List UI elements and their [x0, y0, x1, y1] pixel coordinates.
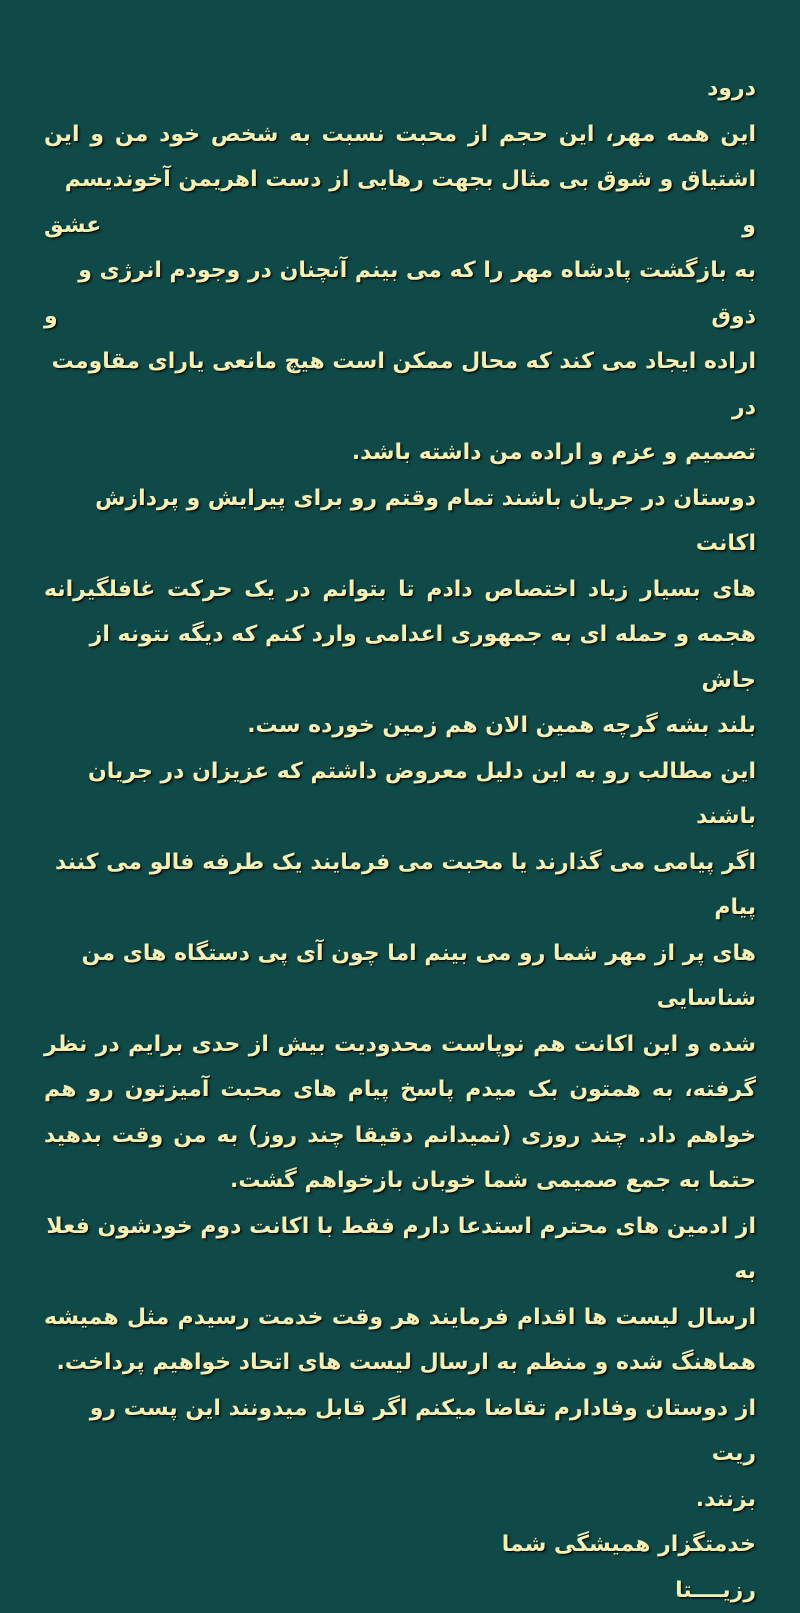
text-line: اگر پیامی می گذارند یا محبت می فرمایند یک طرفه فالو می کنند پیام — [44, 840, 756, 931]
text-line: به بازگشت پادشاه مهر را که می بینم آنچنان در وجودم انرژی و ذوق و — [44, 248, 756, 339]
text-line: حتما به جمع صمیمی شما خوبان بازخواهم گشت. — [44, 1158, 756, 1204]
text-line: های بسیار زیاد اختصاص دادم تا بتوانم در یک حرکت غافلگیرانه — [44, 567, 756, 613]
text-line: ارسال لیست ها اقدام فرمایند هر وقت خدمت رسیدم مثل همیشه — [44, 1295, 756, 1341]
text-line: این مطالب رو به این دلیل معروض داشتم که عزیزان در جریان باشند — [44, 749, 756, 840]
text-line: خواهم داد. چند روزی (نمیدانم دقیقا چند روز) به من وقت بدهید — [44, 1113, 756, 1159]
text-line: این همه مهر، این حجم از محبت نسبت به شخص خود من و این — [44, 112, 756, 158]
message-text — [44, 66, 756, 1613]
signature-title: خدمتگزار همیشگی شما — [44, 1522, 756, 1568]
text-line: دوستان در جریان باشند تمام وقتم رو برای پیرایش و پردازش اکانت — [44, 476, 756, 567]
text-line: از ادمین های محترم استدعا دارم فقط با اکانت دوم خودشون فعلا به — [44, 1204, 756, 1295]
text-line: بزنند. — [44, 1477, 756, 1523]
greeting-line: درود — [44, 66, 756, 112]
text-line: بلند بشه گرچه همین الان هم زمین خورده ست. — [44, 703, 756, 749]
text-line: از دوستان وفادارم تقاضا میکنم اگر قابل میدونند این پست رو ریت — [44, 1386, 756, 1477]
text-line: اراده ایجاد می کند که محال ممکن است هیچ مانعی یارای مقاومت در — [44, 339, 756, 430]
text-line: شده و این اکانت هم نوپاست محدودیت بیش از حدی برایم در نظر — [44, 1022, 756, 1068]
text-line: گرفته، به همتون بک میدم پاسخ پیام های محبت آمیزتون رو هم — [44, 1067, 756, 1113]
text-line: تصمیم و عزم و اراده من داشته باشد. — [44, 430, 756, 476]
text-line: اشتیاق و شوق بی مثال بجهت رهایی از دست اهریمن آخوندیسم و عشق — [44, 157, 756, 248]
signature-name: رزیــــتا — [44, 1568, 756, 1613]
text-line: های پر از مهر شما رو می بینم اما چون آی پی دستگاه های من شناسایی — [44, 931, 756, 1022]
text-line: هجمه و حمله ای به جمهوری اعدامی وارد کنم که دیگه نتونه از جاش — [44, 612, 756, 703]
text-line: هماهنگ شده و منظم به ارسال لیست های اتحاد خواهیم پرداخت. — [44, 1340, 756, 1386]
